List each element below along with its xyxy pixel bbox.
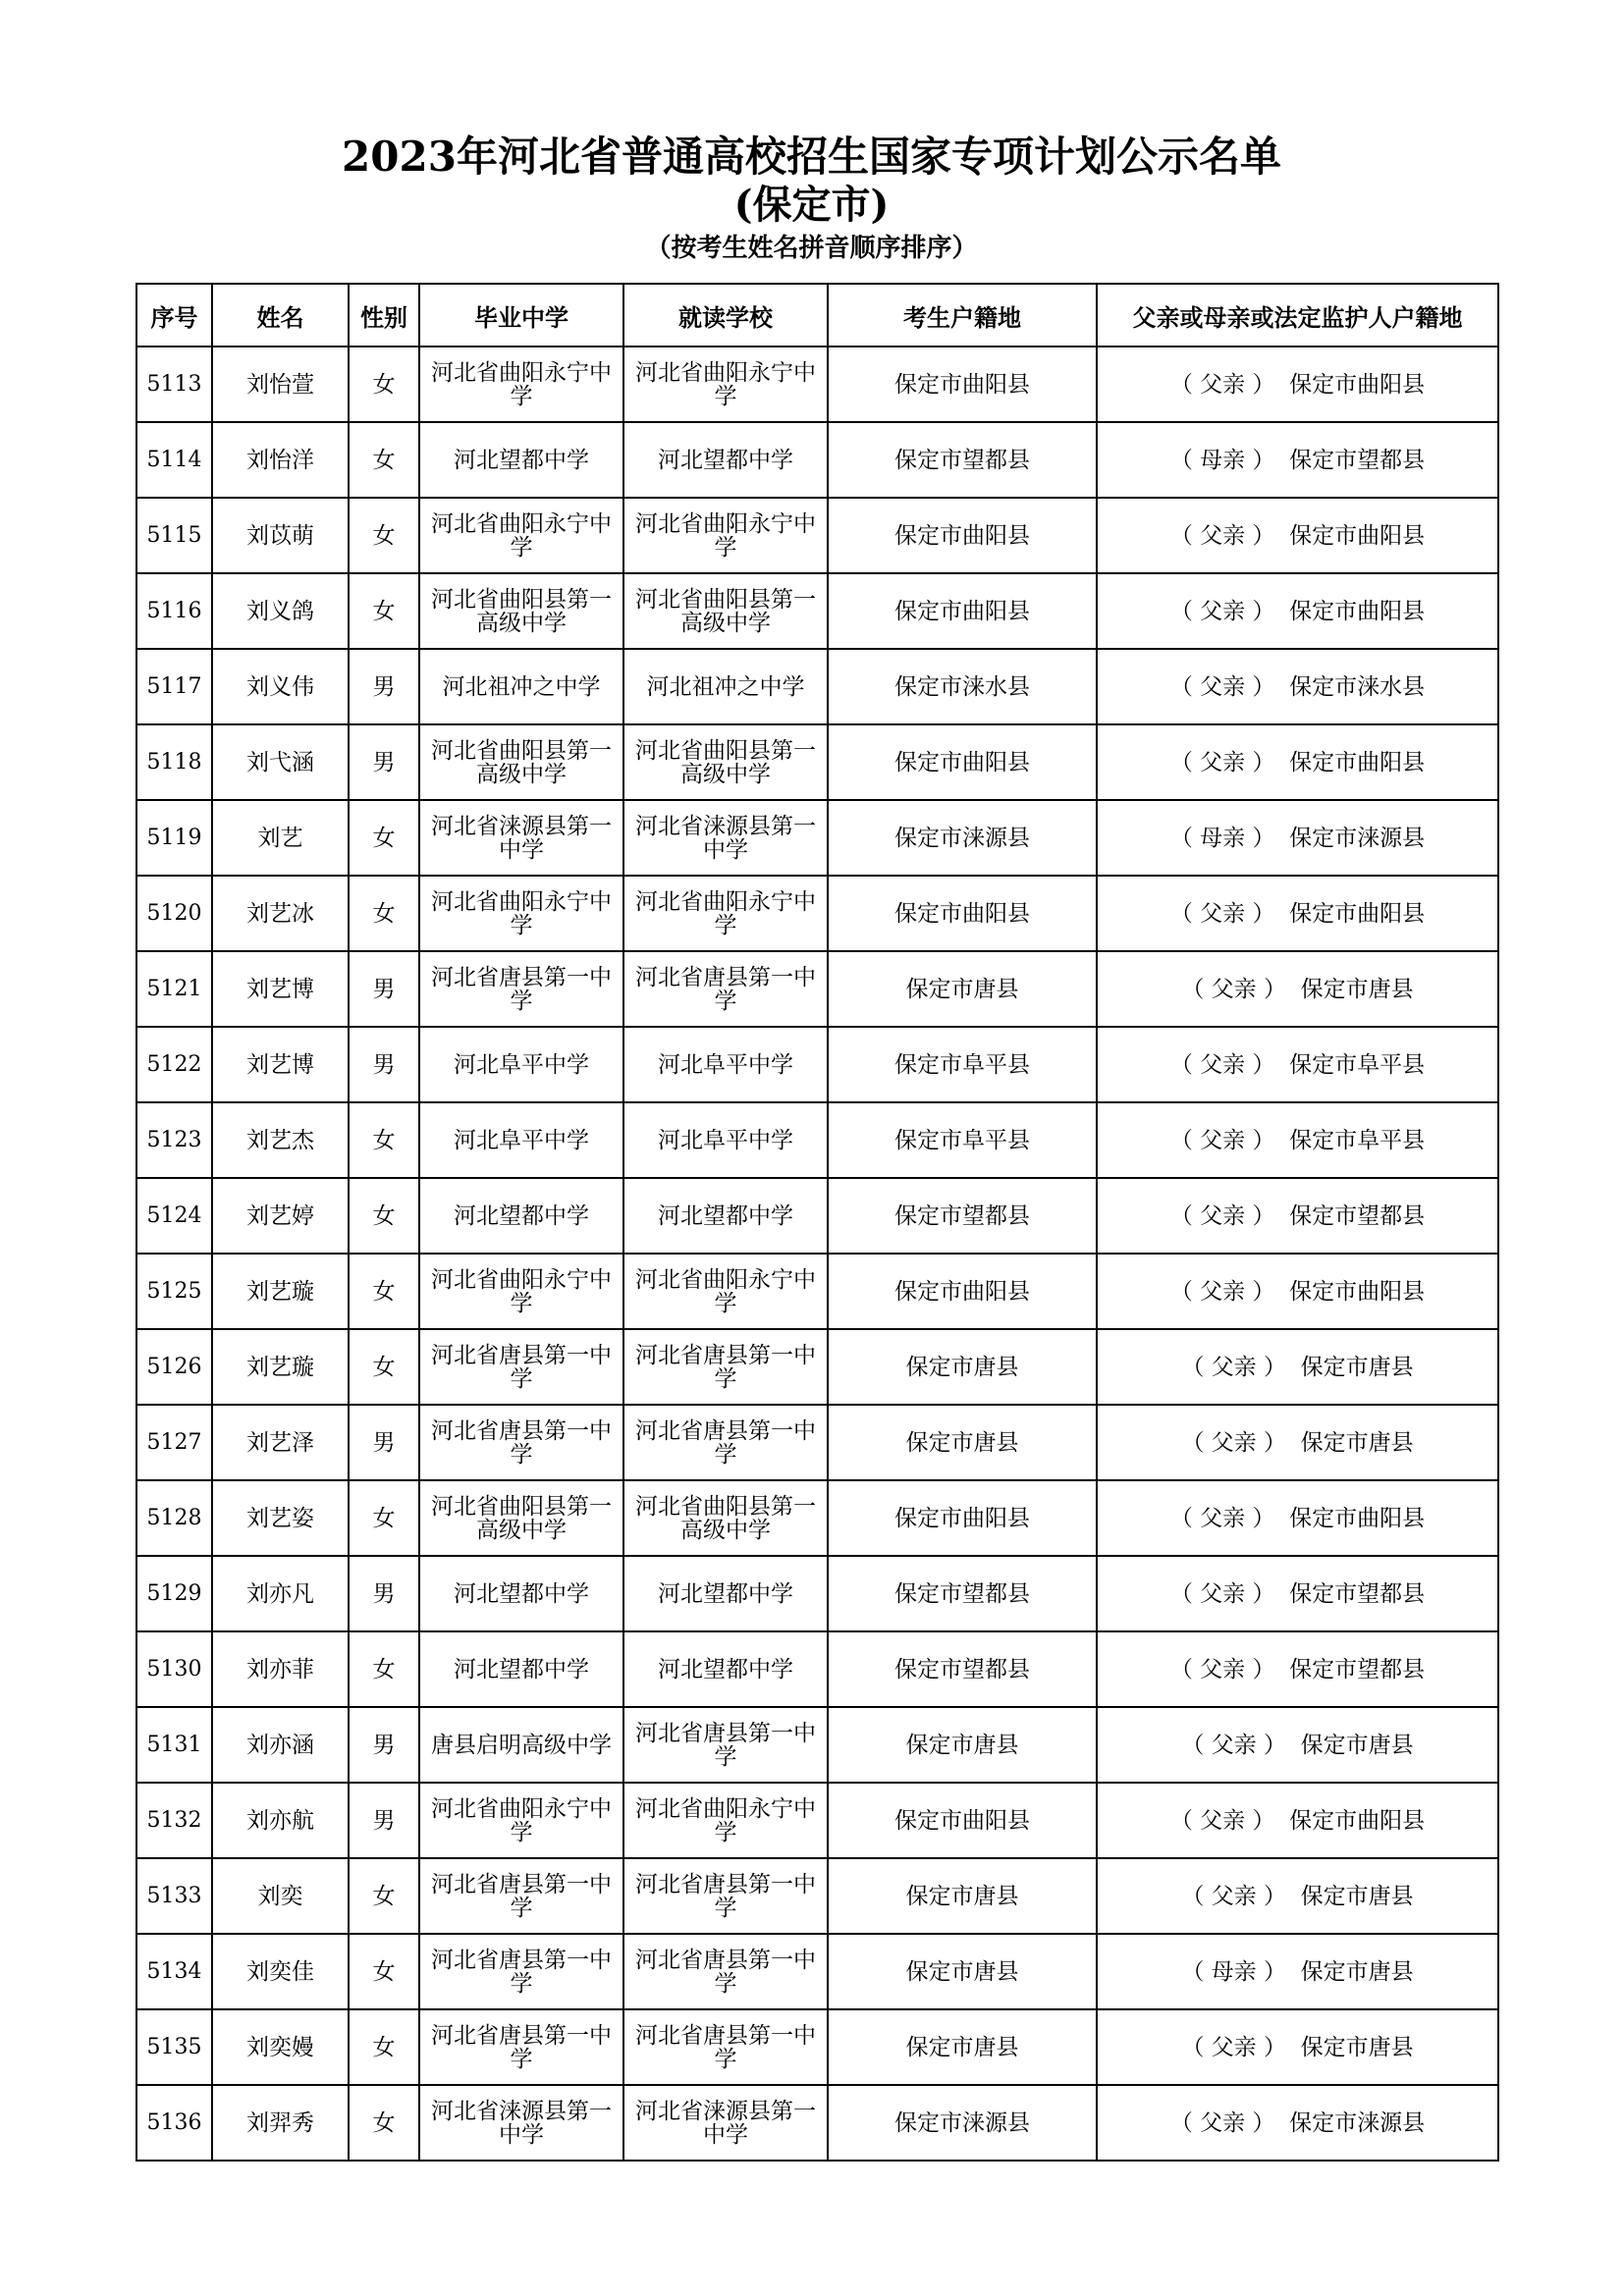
table-row <box>136 1254 1498 1329</box>
header-serial: 序号 <box>136 284 212 347</box>
cell-serial: 5117 <box>136 649 212 724</box>
cell-graduated-school: 河北省唐县第一中学 <box>419 1405 623 1480</box>
cell-gender: 女 <box>349 498 419 573</box>
cell-current-school: 河北省唐县第一中学 <box>623 1858 828 1934</box>
cell-serial: 5113 <box>136 347 212 422</box>
cell-name: 刘怡洋 <box>212 422 349 498</box>
table-row <box>136 1102 1498 1178</box>
cell-student-residence: 保定市阜平县 <box>828 1102 1097 1178</box>
cell-name: 刘亦航 <box>212 1783 349 1858</box>
cell-name: 刘艺璇 <box>212 1254 349 1329</box>
table-row <box>136 573 1498 649</box>
table-row <box>136 498 1498 573</box>
cell-name: 刘艺冰 <box>212 876 349 951</box>
cell-graduated-school: 河北省曲阳永宁中学 <box>419 498 623 573</box>
cell-graduated-school: 河北省曲阳永宁中学 <box>419 1254 623 1329</box>
cell-serial: 5135 <box>136 2009 212 2085</box>
cell-current-school: 河北省曲阳县第一高级中学 <box>623 1480 828 1556</box>
cell-parent-residence: （ 父亲 ） 保定市唐县 <box>1097 2009 1498 2085</box>
cell-parent-residence: （ 父亲 ） 保定市涞水县 <box>1097 649 1498 724</box>
cell-serial: 5118 <box>136 724 212 800</box>
header-parent-residence: 父亲或母亲或法定监护人户籍地 <box>1097 284 1498 347</box>
cell-name: 刘羿秀 <box>212 2085 349 2161</box>
cell-graduated-school: 河北祖冲之中学 <box>419 649 623 724</box>
cell-graduated-school: 河北省唐县第一中学 <box>419 2009 623 2085</box>
cell-gender: 女 <box>349 1934 419 2009</box>
sort-note: （按考生姓名拼音顺序排序） <box>645 234 978 263</box>
header-graduated-school: 毕业中学 <box>419 284 623 347</box>
cell-parent-residence: （ 父亲 ） 保定市曲阳县 <box>1097 1480 1498 1556</box>
cell-student-residence: 保定市唐县 <box>828 1858 1097 1934</box>
cell-current-school: 河北省曲阳县第一高级中学 <box>623 573 828 649</box>
cell-graduated-school: 河北望都中学 <box>419 1631 623 1707</box>
cell-name: 刘义鸽 <box>212 573 349 649</box>
cell-parent-residence: （ 父亲 ） 保定市曲阳县 <box>1097 573 1498 649</box>
cell-serial: 5129 <box>136 1556 212 1631</box>
cell-name: 刘义伟 <box>212 649 349 724</box>
cell-student-residence: 保定市唐县 <box>828 951 1097 1027</box>
cell-name: 刘艺 <box>212 800 349 876</box>
cell-gender: 女 <box>349 347 419 422</box>
cell-gender: 女 <box>349 1178 419 1254</box>
cell-serial: 5123 <box>136 1102 212 1178</box>
cell-graduated-school: 河北省曲阳县第一高级中学 <box>419 1480 623 1556</box>
cell-serial: 5125 <box>136 1254 212 1329</box>
cell-graduated-school: 河北省涞源县第一中学 <box>419 800 623 876</box>
cell-graduated-school: 河北省唐县第一中学 <box>419 1934 623 2009</box>
table-row <box>136 876 1498 951</box>
table-row <box>136 1329 1498 1405</box>
roster-table <box>135 283 1499 2162</box>
cell-parent-residence: （ 父亲 ） 保定市望都县 <box>1097 1631 1498 1707</box>
cell-parent-residence: （ 父亲 ） 保定市曲阳县 <box>1097 876 1498 951</box>
cell-student-residence: 保定市唐县 <box>828 1405 1097 1480</box>
cell-current-school: 河北省唐县第一中学 <box>623 1329 828 1405</box>
cell-name: 刘艺博 <box>212 951 349 1027</box>
cell-serial: 5131 <box>136 1707 212 1783</box>
cell-parent-residence: （ 父亲 ） 保定市唐县 <box>1097 951 1498 1027</box>
cell-graduated-school: 河北省唐县第一中学 <box>419 951 623 1027</box>
cell-current-school: 河北省曲阳永宁中学 <box>623 347 828 422</box>
cell-parent-residence: （ 父亲 ） 保定市曲阳县 <box>1097 724 1498 800</box>
cell-student-residence: 保定市涞源县 <box>828 800 1097 876</box>
cell-parent-residence: （ 父亲 ） 保定市阜平县 <box>1097 1027 1498 1102</box>
cell-gender: 女 <box>349 1631 419 1707</box>
cell-name: 刘奕佳 <box>212 1934 349 2009</box>
cell-graduated-school: 河北望都中学 <box>419 1178 623 1254</box>
cell-gender: 女 <box>349 876 419 951</box>
cell-parent-residence: （ 父亲 ） 保定市涞源县 <box>1097 2085 1498 2161</box>
cell-current-school: 河北省曲阳永宁中学 <box>623 876 828 951</box>
cell-graduated-school: 河北阜平中学 <box>419 1102 623 1178</box>
cell-student-residence: 保定市望都县 <box>828 1556 1097 1631</box>
cell-parent-residence: （ 母亲 ） 保定市涞源县 <box>1097 800 1498 876</box>
cell-serial: 5130 <box>136 1631 212 1707</box>
cell-parent-residence: （ 父亲 ） 保定市曲阳县 <box>1097 498 1498 573</box>
cell-current-school: 河北省唐县第一中学 <box>623 1707 828 1783</box>
cell-current-school: 河北望都中学 <box>623 1556 828 1631</box>
cell-current-school: 河北省唐县第一中学 <box>623 1934 828 2009</box>
cell-student-residence: 保定市望都县 <box>828 1178 1097 1254</box>
header-current-school: 就读学校 <box>623 284 828 347</box>
cell-name: 刘艺璇 <box>212 1329 349 1405</box>
cell-name: 刘奕嫚 <box>212 2009 349 2085</box>
cell-student-residence: 保定市涞源县 <box>828 2085 1097 2161</box>
table-row <box>136 1480 1498 1556</box>
cell-parent-residence: （ 父亲 ） 保定市唐县 <box>1097 1405 1498 1480</box>
cell-gender: 女 <box>349 2009 419 2085</box>
table-row <box>136 724 1498 800</box>
cell-gender: 女 <box>349 1102 419 1178</box>
cell-serial: 5134 <box>136 1934 212 2009</box>
cell-parent-residence: （ 父亲 ） 保定市唐县 <box>1097 1858 1498 1934</box>
cell-current-school: 河北省唐县第一中学 <box>623 951 828 1027</box>
cell-student-residence: 保定市唐县 <box>828 2009 1097 2085</box>
cell-parent-residence: （ 母亲 ） 保定市唐县 <box>1097 1934 1498 2009</box>
cell-gender: 男 <box>349 1783 419 1858</box>
cell-graduated-school: 河北望都中学 <box>419 422 623 498</box>
cell-serial: 5128 <box>136 1480 212 1556</box>
cell-name: 刘怡萱 <box>212 347 349 422</box>
cell-name: 刘亦菲 <box>212 1631 349 1707</box>
cell-current-school: 河北省涞源县第一中学 <box>623 2085 828 2161</box>
cell-student-residence: 保定市曲阳县 <box>828 347 1097 422</box>
table-row <box>136 1783 1498 1858</box>
cell-name: 刘亦凡 <box>212 1556 349 1631</box>
cell-student-residence: 保定市涞水县 <box>828 649 1097 724</box>
cell-student-residence: 保定市曲阳县 <box>828 498 1097 573</box>
cell-graduated-school: 河北阜平中学 <box>419 1027 623 1102</box>
cell-graduated-school: 河北省曲阳县第一高级中学 <box>419 573 623 649</box>
cell-serial: 5126 <box>136 1329 212 1405</box>
cell-parent-residence: （ 父亲 ） 保定市曲阳县 <box>1097 347 1498 422</box>
cell-serial: 5127 <box>136 1405 212 1480</box>
cell-gender: 女 <box>349 1858 419 1934</box>
cell-student-residence: 保定市阜平县 <box>828 1027 1097 1102</box>
cell-graduated-school: 河北望都中学 <box>419 1556 623 1631</box>
cell-serial: 5132 <box>136 1783 212 1858</box>
header-gender: 性别 <box>349 284 419 347</box>
cell-serial: 5136 <box>136 2085 212 2161</box>
cell-student-residence: 保定市唐县 <box>828 1934 1097 2009</box>
cell-name: 刘奕 <box>212 1858 349 1934</box>
cell-name: 刘艺姿 <box>212 1480 349 1556</box>
cell-student-residence: 保定市望都县 <box>828 422 1097 498</box>
cell-name: 刘弋涵 <box>212 724 349 800</box>
cell-student-residence: 保定市曲阳县 <box>828 1254 1097 1329</box>
cell-current-school: 河北省唐县第一中学 <box>623 1405 828 1480</box>
table-row <box>136 649 1498 724</box>
cell-parent-residence: （ 父亲 ） 保定市望都县 <box>1097 1556 1498 1631</box>
document-subtitle: (保定市) <box>733 182 890 228</box>
cell-serial: 5116 <box>136 573 212 649</box>
cell-graduated-school: 河北省曲阳永宁中学 <box>419 347 623 422</box>
cell-current-school: 河北阜平中学 <box>623 1102 828 1178</box>
cell-name: 刘苡萌 <box>212 498 349 573</box>
cell-name: 刘艺泽 <box>212 1405 349 1480</box>
cell-gender: 男 <box>349 951 419 1027</box>
cell-gender: 女 <box>349 1254 419 1329</box>
cell-gender: 女 <box>349 422 419 498</box>
cell-gender: 女 <box>349 2085 419 2161</box>
cell-student-residence: 保定市曲阳县 <box>828 876 1097 951</box>
table-row <box>136 1027 1498 1102</box>
cell-graduated-school: 河北省曲阳永宁中学 <box>419 1783 623 1858</box>
table-row <box>136 1631 1498 1707</box>
cell-student-residence: 保定市曲阳县 <box>828 724 1097 800</box>
cell-parent-residence: （ 父亲 ） 保定市唐县 <box>1097 1707 1498 1783</box>
cell-student-residence: 保定市曲阳县 <box>828 573 1097 649</box>
cell-parent-residence: （ 父亲 ） 保定市阜平县 <box>1097 1102 1498 1178</box>
cell-parent-residence: （ 母亲 ） 保定市望都县 <box>1097 422 1498 498</box>
cell-serial: 5115 <box>136 498 212 573</box>
cell-serial: 5121 <box>136 951 212 1027</box>
cell-parent-residence: （ 父亲 ） 保定市曲阳县 <box>1097 1783 1498 1858</box>
cell-current-school: 河北望都中学 <box>623 422 828 498</box>
cell-gender: 女 <box>349 1480 419 1556</box>
cell-graduated-school: 河北省唐县第一中学 <box>419 1329 623 1405</box>
cell-name: 刘艺杰 <box>212 1102 349 1178</box>
table-row <box>136 2085 1498 2161</box>
table-row <box>136 1707 1498 1783</box>
header-student-residence: 考生户籍地 <box>828 284 1097 347</box>
cell-name: 刘亦涵 <box>212 1707 349 1783</box>
cell-gender: 男 <box>349 1405 419 1480</box>
table-row <box>136 347 1498 422</box>
header-name: 姓名 <box>212 284 349 347</box>
cell-gender: 男 <box>349 1027 419 1102</box>
cell-gender: 男 <box>349 649 419 724</box>
cell-serial: 5119 <box>136 800 212 876</box>
cell-current-school: 河北望都中学 <box>623 1631 828 1707</box>
cell-gender: 男 <box>349 724 419 800</box>
cell-current-school: 河北省唐县第一中学 <box>623 2009 828 2085</box>
cell-gender: 女 <box>349 573 419 649</box>
table-row <box>136 422 1498 498</box>
cell-graduated-school: 河北省唐县第一中学 <box>419 1858 623 1934</box>
cell-student-residence: 保定市唐县 <box>828 1707 1097 1783</box>
table-row <box>136 1556 1498 1631</box>
cell-serial: 5114 <box>136 422 212 498</box>
cell-current-school: 河北祖冲之中学 <box>623 649 828 724</box>
table-row <box>136 2009 1498 2085</box>
table-row <box>136 1858 1498 1934</box>
table-row <box>136 800 1498 876</box>
cell-serial: 5124 <box>136 1178 212 1254</box>
cell-serial: 5133 <box>136 1858 212 1934</box>
cell-current-school: 河北望都中学 <box>623 1178 828 1254</box>
cell-student-residence: 保定市曲阳县 <box>828 1783 1097 1858</box>
cell-gender: 男 <box>349 1707 419 1783</box>
cell-graduated-school: 河北省曲阳县第一高级中学 <box>419 724 623 800</box>
cell-parent-residence: （ 父亲 ） 保定市望都县 <box>1097 1178 1498 1254</box>
cell-student-residence: 保定市望都县 <box>828 1631 1097 1707</box>
cell-current-school: 河北省曲阳永宁中学 <box>623 1783 828 1858</box>
cell-gender: 女 <box>349 1329 419 1405</box>
cell-current-school: 河北阜平中学 <box>623 1027 828 1102</box>
cell-graduated-school: 河北省曲阳永宁中学 <box>419 876 623 951</box>
table-row <box>136 1405 1498 1480</box>
table-row <box>136 1934 1498 2009</box>
cell-graduated-school: 河北省涞源县第一中学 <box>419 2085 623 2161</box>
document-title: 2023年河北省普通高校招生国家专项计划公示名单 <box>342 133 1281 181</box>
cell-current-school: 河北省涞源县第一中学 <box>623 800 828 876</box>
cell-student-residence: 保定市唐县 <box>828 1329 1097 1405</box>
cell-current-school: 河北省曲阳永宁中学 <box>623 1254 828 1329</box>
cell-current-school: 河北省曲阳永宁中学 <box>623 498 828 573</box>
cell-serial: 5122 <box>136 1027 212 1102</box>
cell-parent-residence: （ 父亲 ） 保定市唐县 <box>1097 1329 1498 1405</box>
cell-name: 刘艺博 <box>212 1027 349 1102</box>
cell-name: 刘艺婷 <box>212 1178 349 1254</box>
cell-graduated-school: 唐县启明高级中学 <box>419 1707 623 1783</box>
table-row <box>136 1178 1498 1254</box>
cell-gender: 女 <box>349 800 419 876</box>
cell-current-school: 河北省曲阳县第一高级中学 <box>623 724 828 800</box>
cell-gender: 男 <box>349 1556 419 1631</box>
cell-parent-residence: （ 父亲 ） 保定市曲阳县 <box>1097 1254 1498 1329</box>
table-header-row <box>136 284 1498 347</box>
cell-serial: 5120 <box>136 876 212 951</box>
cell-student-residence: 保定市曲阳县 <box>828 1480 1097 1556</box>
table-row <box>136 951 1498 1027</box>
